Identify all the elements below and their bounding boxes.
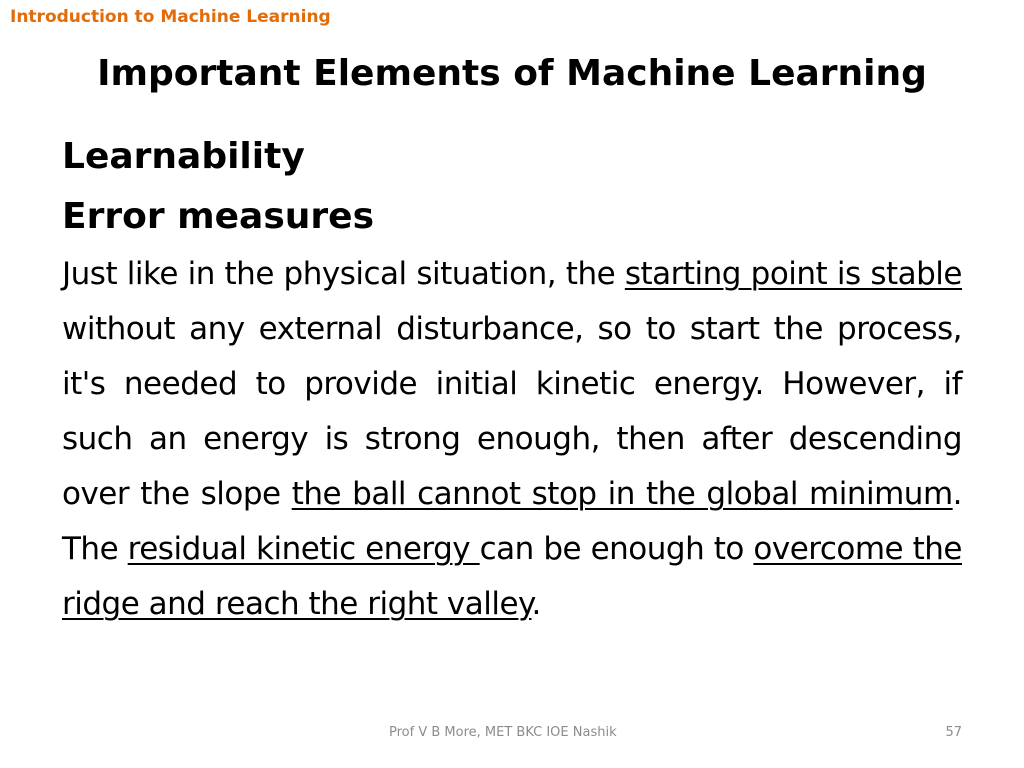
underlined-phrase: overcome the ridge and reach the right valley [62,531,962,622]
underlined-phrase: residual kinetic energy [127,531,480,567]
slide-title: Important Elements of Machine Learning [97,53,927,94]
page-number: 57 [945,725,962,740]
underlined-phrase: the ball cannot stop in the global minimum [291,476,953,512]
text-segment: . The [62,476,963,567]
slide-content [62,127,962,632]
text-segment: without any external disturbance, so to start the process, it's needed to provide initial kinetic energy. However, if such an energy is strong enough, then after descending over the slope [62,311,962,512]
text-segment: Just like in the physical situation, the [62,256,625,292]
footer-author: Prof V B More, MET BKC IOE Nashik [389,725,617,740]
body-paragraph [62,247,962,632]
underlined-phrase: starting point is stable [624,256,962,292]
text-segment: . [531,586,541,622]
subheading-learnability: Learnability [62,136,305,177]
section-header-label: Introduction to Machine Learning [10,7,331,27]
text-segment: can be enough to [479,531,754,567]
subheading-error-measures: Error measures [62,196,374,237]
